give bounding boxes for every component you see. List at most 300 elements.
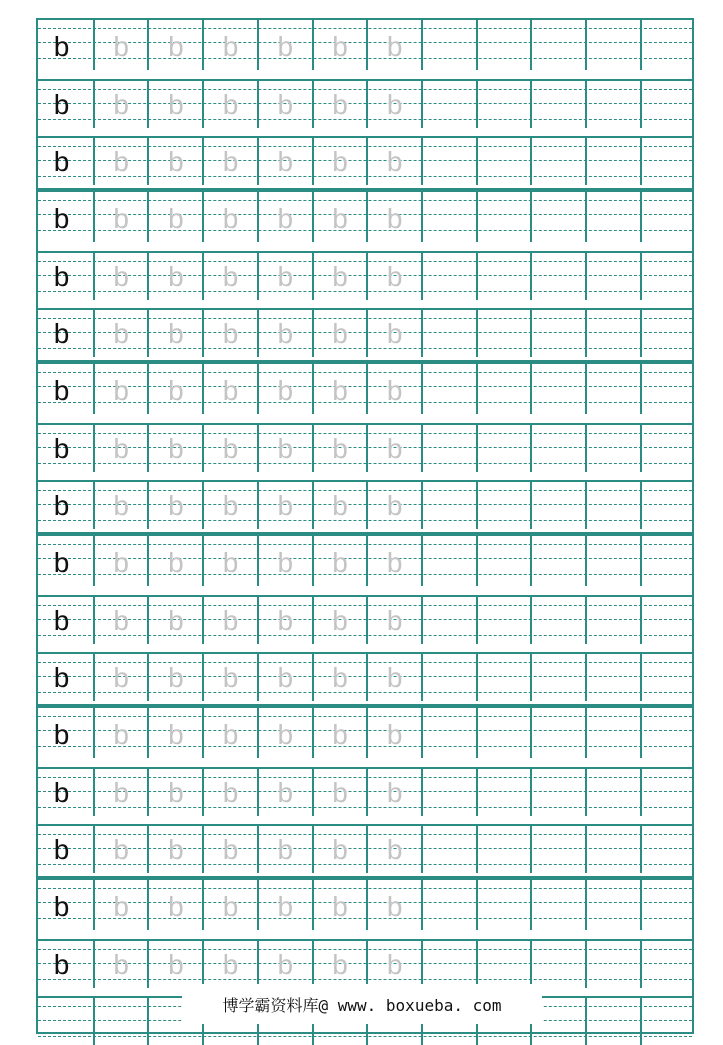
trace-letter: b xyxy=(113,318,129,349)
writing-cell[interactable] xyxy=(257,482,312,529)
writing-cell[interactable] xyxy=(312,310,367,357)
practice-row xyxy=(38,308,692,357)
writing-cell[interactable] xyxy=(202,769,257,816)
writing-cell[interactable] xyxy=(421,708,476,758)
writing-cell[interactable] xyxy=(38,364,93,414)
trace-letter: b xyxy=(386,89,403,120)
trace-letter: b xyxy=(332,490,348,521)
trace-letter: b xyxy=(113,891,129,922)
writing-cell[interactable] xyxy=(530,81,585,128)
trace-letter: b xyxy=(168,261,184,292)
writing-cell[interactable] xyxy=(585,138,640,185)
writing-cell[interactable] xyxy=(530,826,585,873)
writing-cell[interactable] xyxy=(640,425,695,472)
trace-letter: b xyxy=(277,777,294,808)
writing-cell[interactable] xyxy=(93,708,148,758)
writing-cell[interactable] xyxy=(257,826,312,873)
writing-cell[interactable] xyxy=(257,708,312,758)
writing-cell[interactable] xyxy=(38,941,93,988)
writing-cell[interactable] xyxy=(257,310,312,357)
writing-cell[interactable] xyxy=(476,364,531,414)
writing-cell[interactable] xyxy=(147,310,202,357)
writing-cell[interactable] xyxy=(366,597,421,644)
writing-cell[interactable] xyxy=(476,310,531,357)
watermark-footer xyxy=(182,984,542,1024)
writing-cell[interactable] xyxy=(257,364,312,414)
writing-cell[interactable] xyxy=(585,192,640,242)
model-letter: b xyxy=(53,433,70,464)
writing-cell[interactable] xyxy=(530,708,585,758)
writing-cell[interactable] xyxy=(38,253,93,300)
writing-cell[interactable] xyxy=(585,941,640,988)
writing-cell[interactable] xyxy=(38,81,93,128)
trace-letter: b xyxy=(113,146,129,177)
writing-cell[interactable] xyxy=(640,998,695,1045)
writing-cell[interactable] xyxy=(93,364,148,414)
writing-cell[interactable] xyxy=(147,769,202,816)
writing-cell[interactable] xyxy=(476,20,531,70)
writing-cell[interactable] xyxy=(476,654,531,701)
writing-cell[interactable] xyxy=(312,708,367,758)
trace-letter: b xyxy=(332,547,348,578)
trace-letter: b xyxy=(332,777,348,808)
writing-cell[interactable] xyxy=(202,310,257,357)
trace-letter: b xyxy=(113,719,129,750)
writing-cell[interactable] xyxy=(202,138,257,185)
trace-letter: b xyxy=(168,318,184,349)
writing-cell[interactable] xyxy=(312,253,367,300)
practice-row xyxy=(38,939,692,988)
writing-cell[interactable] xyxy=(640,941,695,988)
writing-cell[interactable] xyxy=(421,253,476,300)
trace-letter: b xyxy=(113,31,129,62)
writing-cell[interactable] xyxy=(147,425,202,472)
trace-letter: b xyxy=(168,375,184,406)
writing-cell[interactable] xyxy=(530,20,585,70)
writing-cell[interactable] xyxy=(585,880,640,930)
trace-letter: b xyxy=(277,662,294,693)
writing-cell[interactable] xyxy=(147,364,202,414)
model-letter: b xyxy=(53,31,70,62)
writing-cell[interactable] xyxy=(38,826,93,873)
writing-cell[interactable] xyxy=(585,998,640,1045)
writing-cell[interactable] xyxy=(476,941,531,988)
writing-cell[interactable] xyxy=(530,425,585,472)
writing-cell[interactable] xyxy=(640,482,695,529)
practice-row xyxy=(38,595,692,644)
trace-letter: b xyxy=(386,891,403,922)
practice-row xyxy=(38,536,692,586)
writing-cell[interactable] xyxy=(93,192,148,242)
writing-cell[interactable] xyxy=(147,20,202,70)
trace-letter: b xyxy=(386,490,403,521)
writing-cell[interactable] xyxy=(585,482,640,529)
watermark-text: 博学霸资料库@ www. boxueba. com xyxy=(222,995,502,1015)
writing-cell[interactable] xyxy=(530,253,585,300)
writing-cell[interactable] xyxy=(530,192,585,242)
writing-cell[interactable] xyxy=(476,708,531,758)
writing-cell[interactable] xyxy=(585,20,640,70)
writing-cell[interactable] xyxy=(476,138,531,185)
writing-cell[interactable] xyxy=(147,941,202,988)
writing-cell[interactable] xyxy=(147,597,202,644)
writing-cell[interactable] xyxy=(530,597,585,644)
writing-cell[interactable] xyxy=(312,482,367,529)
writing-cell[interactable] xyxy=(93,253,148,300)
writing-cell[interactable] xyxy=(366,20,421,70)
writing-cell[interactable] xyxy=(147,826,202,873)
writing-cell[interactable] xyxy=(202,81,257,128)
trace-letter: b xyxy=(168,662,184,693)
writing-cell[interactable] xyxy=(585,597,640,644)
writing-cell[interactable] xyxy=(640,192,695,242)
practice-row xyxy=(38,480,692,529)
writing-cell[interactable] xyxy=(93,536,148,586)
trace-letter: b xyxy=(386,949,403,980)
writing-cell[interactable] xyxy=(366,826,421,873)
trace-letter: b xyxy=(332,719,348,750)
writing-cell[interactable] xyxy=(530,880,585,930)
writing-cell[interactable] xyxy=(38,138,93,185)
writing-cell[interactable] xyxy=(257,597,312,644)
trace-letter: b xyxy=(386,318,403,349)
writing-cell[interactable] xyxy=(530,138,585,185)
writing-cell[interactable] xyxy=(312,826,367,873)
writing-cell[interactable] xyxy=(93,138,148,185)
writing-cell[interactable] xyxy=(366,769,421,816)
writing-cell[interactable] xyxy=(257,941,312,988)
writing-cell[interactable] xyxy=(38,597,93,644)
writing-cell[interactable] xyxy=(312,138,367,185)
writing-cell[interactable] xyxy=(202,597,257,644)
writing-cell[interactable] xyxy=(476,536,531,586)
writing-cell[interactable] xyxy=(38,482,93,529)
trace-letter: b xyxy=(113,490,129,521)
practice-row xyxy=(38,652,692,701)
writing-cell[interactable] xyxy=(147,654,202,701)
writing-cell[interactable] xyxy=(93,20,148,70)
writing-cell[interactable] xyxy=(421,597,476,644)
writing-cell[interactable] xyxy=(585,425,640,472)
writing-cell[interactable] xyxy=(640,536,695,586)
trace-letter: b xyxy=(277,490,294,521)
writing-cell[interactable] xyxy=(640,253,695,300)
writing-cell[interactable] xyxy=(257,138,312,185)
writing-cell[interactable] xyxy=(93,826,148,873)
writing-cell[interactable] xyxy=(202,654,257,701)
practice-row xyxy=(38,136,692,185)
trace-letter: b xyxy=(277,949,294,980)
row-group xyxy=(36,534,694,706)
writing-cell[interactable] xyxy=(312,536,367,586)
writing-cell[interactable] xyxy=(202,425,257,472)
writing-cell[interactable] xyxy=(530,364,585,414)
trace-letter: b xyxy=(277,891,294,922)
writing-cell[interactable] xyxy=(476,192,531,242)
writing-cell[interactable] xyxy=(585,364,640,414)
writing-cell[interactable] xyxy=(93,654,148,701)
trace-letter: b xyxy=(168,203,184,234)
writing-cell[interactable] xyxy=(147,536,202,586)
writing-cell[interactable] xyxy=(93,941,148,988)
trace-letter: b xyxy=(277,261,294,292)
trace-letter: b xyxy=(222,375,239,406)
writing-cell[interactable] xyxy=(257,654,312,701)
writing-cell[interactable] xyxy=(312,654,367,701)
writing-cell[interactable] xyxy=(38,192,93,242)
trace-letter: b xyxy=(222,433,239,464)
trace-letter: b xyxy=(332,318,348,349)
writing-cell[interactable] xyxy=(93,81,148,128)
trace-letter: b xyxy=(113,605,129,636)
writing-cell[interactable] xyxy=(421,20,476,70)
trace-letter: b xyxy=(113,662,129,693)
writing-cell[interactable] xyxy=(585,253,640,300)
practice-row xyxy=(38,192,692,242)
writing-cell[interactable] xyxy=(476,597,531,644)
writing-cell[interactable] xyxy=(38,536,93,586)
writing-cell[interactable] xyxy=(366,482,421,529)
writing-cell[interactable] xyxy=(585,769,640,816)
writing-cell[interactable] xyxy=(257,536,312,586)
trace-letter: b xyxy=(113,547,129,578)
writing-cell[interactable] xyxy=(257,192,312,242)
writing-cell[interactable] xyxy=(640,880,695,930)
trace-letter: b xyxy=(113,777,129,808)
writing-cell[interactable] xyxy=(476,880,531,930)
trace-letter: b xyxy=(222,203,239,234)
trace-letter: b xyxy=(386,605,403,636)
writing-cell[interactable] xyxy=(640,597,695,644)
trace-letter: b xyxy=(386,146,403,177)
writing-cell[interactable] xyxy=(312,425,367,472)
writing-cell[interactable] xyxy=(421,425,476,472)
writing-cell[interactable] xyxy=(640,81,695,128)
writing-cell[interactable] xyxy=(421,880,476,930)
writing-cell[interactable] xyxy=(202,20,257,70)
writing-cell[interactable] xyxy=(147,192,202,242)
trace-letter: b xyxy=(386,719,403,750)
writing-cell[interactable] xyxy=(476,482,531,529)
writing-cell[interactable] xyxy=(476,81,531,128)
writing-cell[interactable] xyxy=(585,310,640,357)
writing-cell[interactable] xyxy=(476,826,531,873)
trace-letter: b xyxy=(222,605,239,636)
model-letter: b xyxy=(53,375,70,406)
writing-cell[interactable] xyxy=(366,253,421,300)
writing-cell[interactable] xyxy=(366,81,421,128)
writing-cell[interactable] xyxy=(147,880,202,930)
writing-cell[interactable] xyxy=(312,769,367,816)
writing-cell[interactable] xyxy=(421,536,476,586)
model-letter: b xyxy=(53,949,70,980)
trace-letter: b xyxy=(332,146,348,177)
writing-cell[interactable] xyxy=(421,81,476,128)
writing-cell[interactable] xyxy=(366,536,421,586)
writing-cell[interactable] xyxy=(366,425,421,472)
writing-cell[interactable] xyxy=(93,880,148,930)
writing-cell[interactable] xyxy=(530,654,585,701)
writing-cell[interactable] xyxy=(202,364,257,414)
writing-cell[interactable] xyxy=(257,880,312,930)
trace-letter: b xyxy=(386,662,403,693)
writing-cell[interactable] xyxy=(530,536,585,586)
writing-cell[interactable] xyxy=(257,425,312,472)
model-letter: b xyxy=(53,662,70,693)
writing-cell[interactable] xyxy=(312,192,367,242)
writing-cell[interactable] xyxy=(640,138,695,185)
row-group xyxy=(36,18,694,190)
writing-cell[interactable] xyxy=(38,654,93,701)
trace-letter: b xyxy=(386,834,403,865)
writing-cell[interactable] xyxy=(366,880,421,930)
trace-letter: b xyxy=(386,31,403,62)
trace-letter: b xyxy=(168,31,184,62)
writing-cell[interactable] xyxy=(38,708,93,758)
practice-row xyxy=(38,767,692,816)
writing-cell[interactable] xyxy=(421,941,476,988)
writing-cell[interactable] xyxy=(93,310,148,357)
trace-letter: b xyxy=(222,261,239,292)
writing-cell[interactable] xyxy=(585,708,640,758)
model-letter: b xyxy=(53,547,70,578)
writing-cell[interactable] xyxy=(640,708,695,758)
writing-cell[interactable] xyxy=(147,253,202,300)
writing-cell[interactable] xyxy=(38,880,93,930)
writing-cell[interactable] xyxy=(312,81,367,128)
trace-letter: b xyxy=(332,89,348,120)
writing-cell[interactable] xyxy=(530,482,585,529)
trace-letter: b xyxy=(332,203,348,234)
trace-letter: b xyxy=(332,834,348,865)
writing-cell[interactable] xyxy=(421,654,476,701)
trace-letter: b xyxy=(332,949,348,980)
trace-letter: b xyxy=(168,89,184,120)
writing-cell[interactable] xyxy=(366,654,421,701)
writing-cell[interactable] xyxy=(421,192,476,242)
writing-cell[interactable] xyxy=(147,482,202,529)
writing-cell[interactable] xyxy=(585,826,640,873)
writing-cell[interactable] xyxy=(257,81,312,128)
writing-cell[interactable] xyxy=(202,941,257,988)
writing-cell[interactable] xyxy=(202,880,257,930)
writing-cell[interactable] xyxy=(640,20,695,70)
trace-letter: b xyxy=(386,203,403,234)
writing-cell[interactable] xyxy=(312,941,367,988)
trace-letter: b xyxy=(113,261,129,292)
writing-cell[interactable] xyxy=(366,310,421,357)
writing-cell[interactable] xyxy=(93,998,148,1045)
writing-cell[interactable] xyxy=(640,364,695,414)
practice-row xyxy=(38,824,692,873)
writing-cell[interactable] xyxy=(147,708,202,758)
model-letter: b xyxy=(53,261,70,292)
model-letter: b xyxy=(53,891,70,922)
writing-cell[interactable] xyxy=(366,941,421,988)
writing-cell[interactable] xyxy=(640,654,695,701)
writing-cell[interactable] xyxy=(312,364,367,414)
writing-cell[interactable] xyxy=(312,20,367,70)
writing-cell[interactable] xyxy=(38,425,93,472)
writing-cell[interactable] xyxy=(640,826,695,873)
writing-cell[interactable] xyxy=(530,769,585,816)
trace-letter: b xyxy=(222,949,239,980)
model-letter: b xyxy=(53,834,70,865)
writing-cell[interactable] xyxy=(421,364,476,414)
trace-letter: b xyxy=(222,834,239,865)
trace-letter: b xyxy=(332,375,348,406)
writing-cell[interactable] xyxy=(585,81,640,128)
writing-cell[interactable] xyxy=(366,364,421,414)
model-letter: b xyxy=(53,490,70,521)
writing-cell[interactable] xyxy=(312,880,367,930)
row-group xyxy=(36,362,694,534)
writing-cell[interactable] xyxy=(421,826,476,873)
writing-cell[interactable] xyxy=(476,425,531,472)
writing-cell[interactable] xyxy=(421,310,476,357)
writing-cell[interactable] xyxy=(202,826,257,873)
writing-cell[interactable] xyxy=(476,769,531,816)
practice-row xyxy=(38,880,692,930)
writing-cell[interactable] xyxy=(202,253,257,300)
practice-row xyxy=(38,364,692,414)
writing-cell[interactable] xyxy=(366,192,421,242)
writing-cell[interactable] xyxy=(421,769,476,816)
writing-cell[interactable] xyxy=(421,482,476,529)
trace-letter: b xyxy=(113,375,129,406)
practice-row xyxy=(38,251,692,300)
writing-cell[interactable] xyxy=(585,536,640,586)
writing-cell[interactable] xyxy=(476,253,531,300)
writing-cell[interactable] xyxy=(257,769,312,816)
writing-cell[interactable] xyxy=(530,310,585,357)
writing-cell[interactable] xyxy=(202,482,257,529)
writing-cell[interactable] xyxy=(312,597,367,644)
row-group xyxy=(36,190,694,362)
trace-letter: b xyxy=(168,834,184,865)
writing-cell[interactable] xyxy=(147,138,202,185)
practice-row xyxy=(38,708,692,758)
writing-cell[interactable] xyxy=(202,708,257,758)
writing-cell[interactable] xyxy=(202,192,257,242)
writing-cell[interactable] xyxy=(257,20,312,70)
writing-cell[interactable] xyxy=(147,81,202,128)
writing-cell[interactable] xyxy=(640,769,695,816)
writing-cell[interactable] xyxy=(38,998,93,1045)
trace-letter: b xyxy=(332,261,348,292)
writing-cell[interactable] xyxy=(93,482,148,529)
writing-cell[interactable] xyxy=(585,654,640,701)
writing-cell[interactable] xyxy=(38,310,93,357)
trace-letter: b xyxy=(222,891,239,922)
writing-cell[interactable] xyxy=(366,708,421,758)
practice-row xyxy=(38,79,692,128)
writing-cell[interactable] xyxy=(257,253,312,300)
writing-cell[interactable] xyxy=(366,138,421,185)
writing-cell[interactable] xyxy=(530,941,585,988)
writing-cell[interactable] xyxy=(421,138,476,185)
writing-cell[interactable] xyxy=(38,769,93,816)
trace-letter: b xyxy=(277,203,294,234)
trace-letter: b xyxy=(332,891,348,922)
writing-cell[interactable] xyxy=(202,536,257,586)
writing-cell[interactable] xyxy=(93,425,148,472)
writing-cell[interactable] xyxy=(640,310,695,357)
writing-cell[interactable] xyxy=(38,20,93,70)
writing-cell[interactable] xyxy=(93,769,148,816)
writing-cell[interactable] xyxy=(93,597,148,644)
trace-letter: b xyxy=(332,433,348,464)
